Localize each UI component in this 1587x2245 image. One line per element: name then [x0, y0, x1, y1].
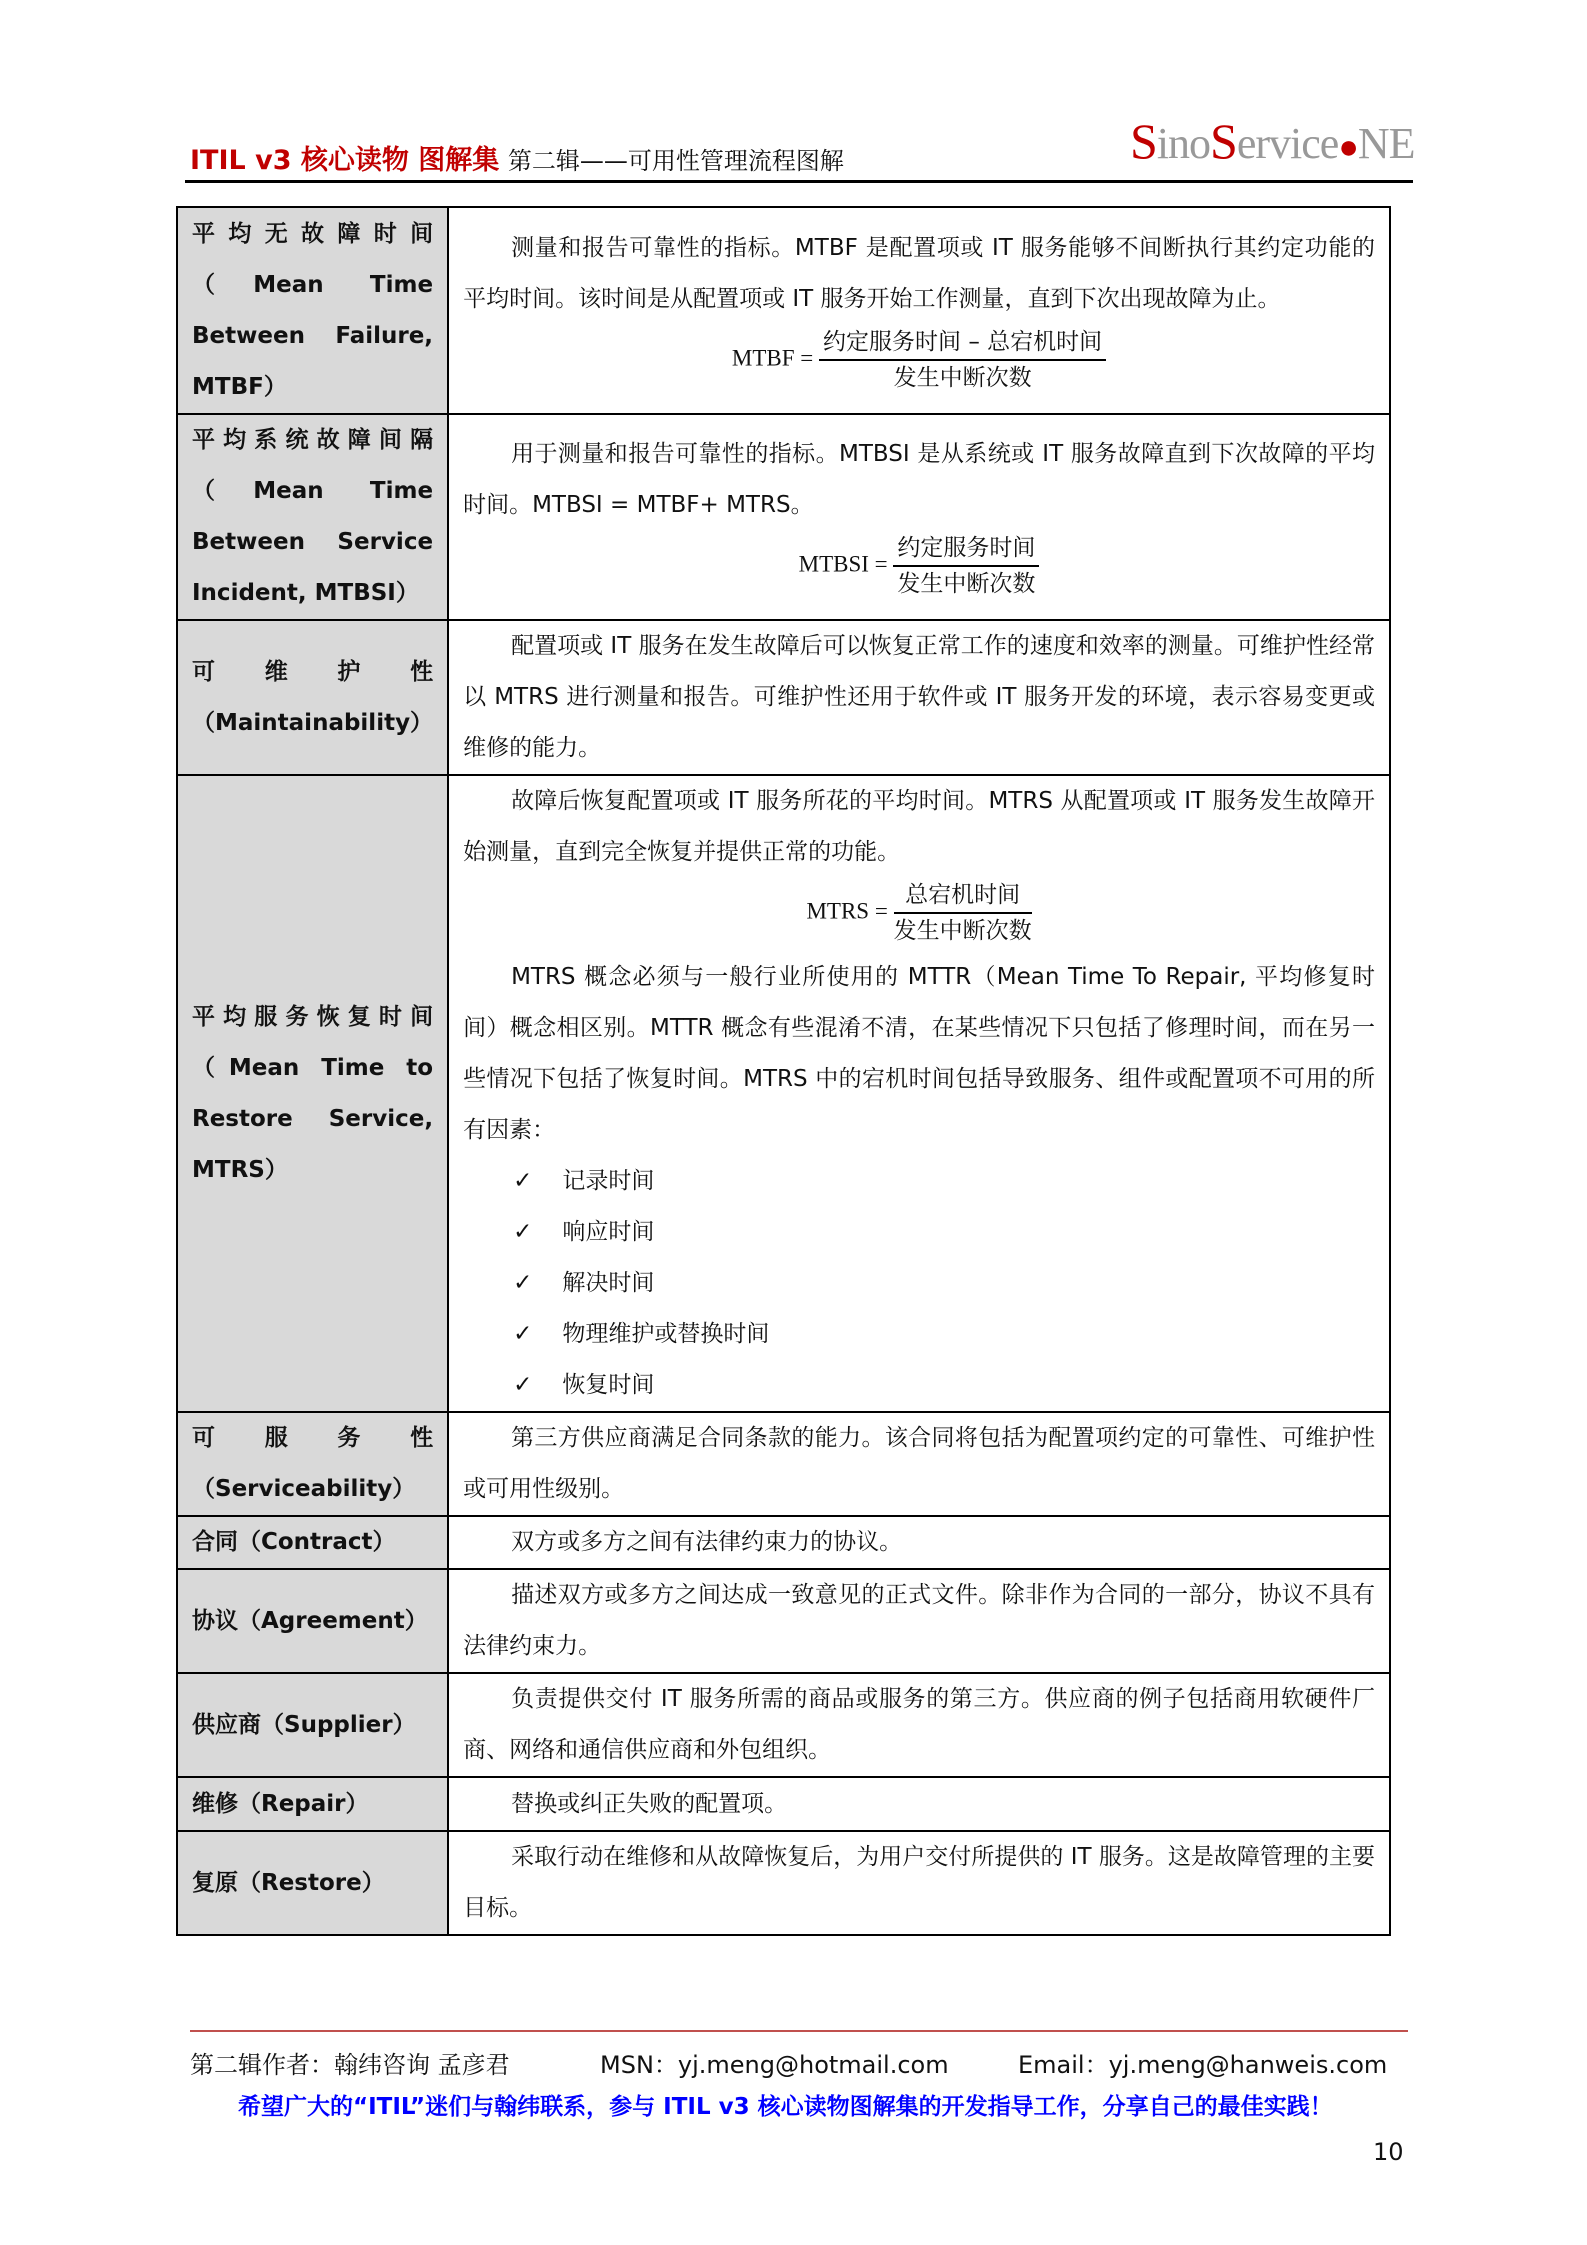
- header-divider: [185, 180, 1413, 183]
- definition-cell: 用于测量和报告可靠性的指标。MTBSI 是从系统或 IT 服务故障直到下次故障的平均时间。MTBSI = MTBF+ MTRS。 MTBSI = $\frac{\text{约定服务时间}}{\text{发生中断次数}}$: [448, 414, 1390, 620]
- table-row: [177, 1412, 1390, 1516]
- term-cell: 平均服务恢复时间（Mean Time to Restore Service, MTRS）: [177, 775, 448, 1412]
- term-cell: 维修（Repair）: [177, 1777, 448, 1831]
- definition-cell: 替换或纠正失败的配置项。: [448, 1777, 1390, 1831]
- table-row: [177, 207, 1390, 414]
- term-cell: 平均系统故障间隔（Mean Time Between Service Incident, MTBSI）: [177, 414, 448, 620]
- definition-cell: 描述双方或多方之间达成一致意见的正式文件。除非作为合同的一部分，协议不具有法律约束力。: [448, 1569, 1390, 1673]
- formula-mtrs: MTRS = $\frac{\text{总宕机时间}}{\text{发生中断次数}}$: [463, 878, 1375, 948]
- table-row: [177, 1777, 1390, 1831]
- list-item: ✓ 解决时间: [513, 1258, 1375, 1309]
- table-row: [177, 1831, 1390, 1935]
- term-cell: 可维护性（Maintainability）: [177, 620, 448, 775]
- term-cell: 复原（Restore）: [177, 1831, 448, 1935]
- definition-cell: 配置项或 IT 服务在发生故障后可以恢复正常工作的速度和效率的测量。可维护性经常以 MTRS 进行测量和报告。可维护性还用于软件或 IT 服务开发的环境，表示容易变更或维修的能力。: [448, 620, 1390, 775]
- table-row: [177, 620, 1390, 775]
- header-subtitle: 第二辑——可用性管理流程图解: [507, 147, 844, 175]
- footer-slogan: 希望广大的“ITIL”迷们与翰纬联系，参与 ITIL v3 核心读物图解集的开发指导工作，分享自己的最佳实践！: [238, 2094, 1333, 2120]
- formula-mtbsi: MTBSI = $\frac{\text{约定服务时间}}{\text{发生中断次数}}$: [463, 531, 1375, 601]
- downtime-factors-list: [463, 1156, 1375, 1411]
- glossary-table: [176, 206, 1391, 1936]
- definition-cell: 负责提供交付 IT 服务所需的商品或服务的第三方。供应商的例子包括商用软硬件厂商、网络和通信供应商和外包组织。: [448, 1673, 1390, 1777]
- footer-msn: MSN：yj.meng@hotmail.com: [600, 2051, 949, 2079]
- footer-email: Email：yj.meng@hanweis.com: [1018, 2051, 1388, 2079]
- definition-cell: 采取行动在维修和从故障恢复后，为用户交付所提供的 IT 服务。这是故障管理的主要目标。: [448, 1831, 1390, 1935]
- table-row: [177, 1569, 1390, 1673]
- table-row: [177, 775, 1390, 1412]
- footer-contacts: [190, 2045, 1410, 2080]
- term-cell: 合同（Contract）: [177, 1516, 448, 1569]
- table-row: [177, 1673, 1390, 1777]
- definition-cell: 第三方供应商满足合同条款的能力。该合同将包括为配置项约定的可靠性、可维护性或可用性级别。: [448, 1412, 1390, 1516]
- table-row: [177, 1516, 1390, 1569]
- list-item: ✓ 响应时间: [513, 1207, 1375, 1258]
- list-item: ✓ 记录时间: [513, 1156, 1375, 1207]
- footer-author: 第二辑作者：翰纬咨询 孟彦君: [190, 2051, 510, 2079]
- definition-cell: 故障后恢复配置项或 IT 服务所花的平均时间。MTRS 从配置项或 IT 服务发生故障开始测量，直到完全恢复并提供正常的功能。 MTRS = $\frac{\text{总宕机时间}}{\text{发生中断次数}}$ MTRS 概念必须与一般行业所使用的 MTTR（Mean Time To Repair, 平均修复时间）概念相区别。MTTR 概念有些混淆不清，在某些情况下只包括了修理时间，而在另一些情况下包括了恢复时间。MTRS 中的宕机时间包括导致服务、组件或配置项不可用的所有因素： ✓ 记录时间 ✓ 响应时间 ✓ 解决时间 ✓ 物理维护或替换时间 ✓ 恢复时间: [448, 775, 1390, 1412]
- definition-cell: 测量和报告可靠性的指标。MTBF 是配置项或 IT 服务能够不间断执行其约定功能的平均时间。该时间是从配置项或 IT 服务开始工作测量，直到下次出现故障为止。 MTBF = $\frac{\text{约定服务时间 – 总宕机时间}}{\text{发生中断次数}}$: [448, 207, 1390, 414]
- definition-cell: 双方或多方之间有法律约束力的协议。: [448, 1516, 1390, 1569]
- term-cell: 供应商（Supplier）: [177, 1673, 448, 1777]
- header-title: ITIL v3 核心读物 图解集: [190, 145, 500, 176]
- footer-divider: [190, 2030, 1408, 2032]
- list-item: ✓ 恢复时间: [513, 1360, 1375, 1411]
- sinoserviceone-logo: SinoService●NE: [1130, 113, 1415, 169]
- term-cell: 可服务性（Serviceability）: [177, 1412, 448, 1516]
- page-number: 10: [1373, 2138, 1404, 2166]
- formula-mtbf: MTBF = $\frac{\text{约定服务时间 – 总宕机时间}}{\text{发生中断次数}}$: [463, 325, 1375, 395]
- list-item: ✓ 物理维护或替换时间: [513, 1309, 1375, 1360]
- term-cell: 平均无故障时间（Mean Time Between Failure, MTBF）: [177, 207, 448, 414]
- page-header: [190, 138, 844, 177]
- term-cell: 协议（Agreement）: [177, 1569, 448, 1673]
- table-row: [177, 414, 1390, 620]
